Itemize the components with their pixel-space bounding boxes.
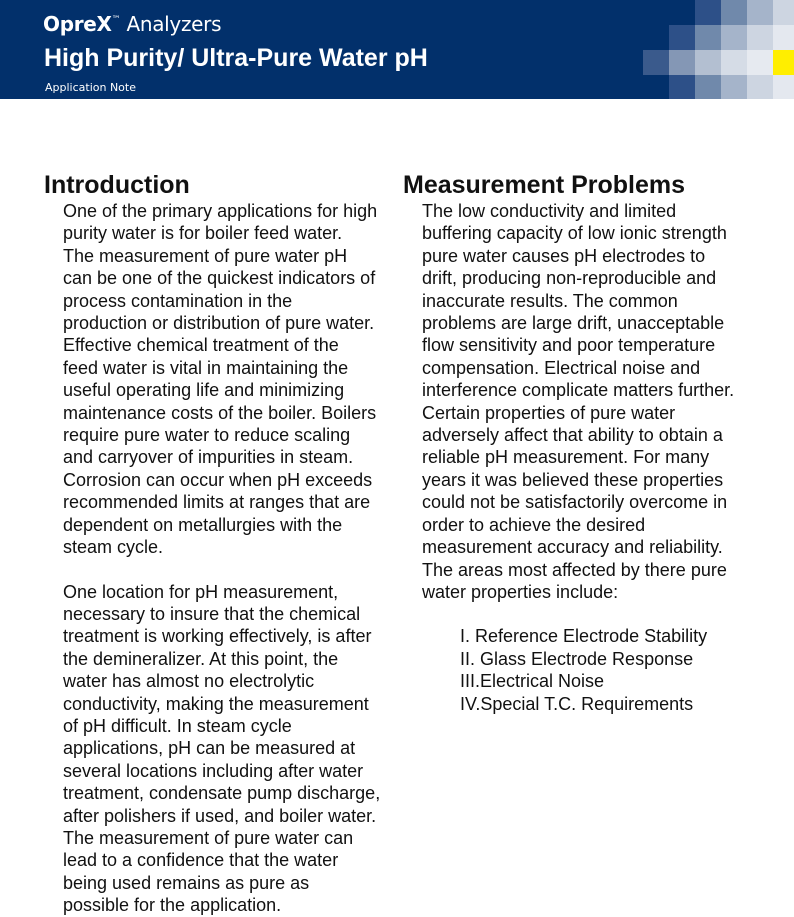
mosaic-tile [695, 0, 721, 25]
list-item: IV.Special T.C. Requirements [460, 693, 694, 714]
mosaic-tile [669, 25, 695, 50]
mosaic-tile [669, 50, 695, 75]
mosaic-tile [669, 75, 695, 99]
mosaic-tile [747, 50, 773, 75]
introduction-paragraph-1: One of the primary applications for high purity water is for boiler feed water. The measurement of pure water pH can be one of the quickest indicators of process contamination in the production or distribution of pure water. Effective chemical treatment of the feed water is vital in maintaining the useful operating life and minimizing maintenance costs of the boiler. Boilers require pure water to reduce scaling and carryover of impurities in steam. Corrosion can occur when pH exceeds recommended limits at ranges that are dependent on metallurgies with the steam cycle. [63, 201, 378, 558]
mosaic-tile [721, 75, 747, 99]
affected-areas-list [422, 625, 794, 715]
mosaic-tile [721, 50, 747, 75]
mosaic-tile [747, 0, 773, 25]
mosaic-tile [721, 25, 747, 50]
mosaic-tile [695, 25, 721, 50]
introduction-heading: Introduction [44, 171, 190, 199]
measurement-problems-section [403, 170, 794, 715]
measurement-problems-paragraph: The low conductivity and limited buffering capacity of low ionic strength pure water causes pH electrodes to drift, producing non-reproducible and inaccurate results. The common problems are large drift, unacceptable flow sensitivity and poor temperature compensation. Electrical noise and interference complicate matters further. Certain properties of pure water adversely affect that ability to obtain a reliable pH measurement. For many years it was believed these properties could not be satisfactorily overcome in order to achieve the desired measurement accuracy and reliability. The areas most affected by there pure water properties include: [422, 201, 735, 602]
mosaic-tile [695, 75, 721, 99]
brand-logo [43, 12, 221, 36]
mosaic-tile [773, 0, 794, 25]
mosaic-tile [747, 25, 773, 50]
mosaic-tile [773, 25, 794, 50]
list-item: III.Electrical Noise [460, 671, 605, 692]
trademark-symbol: ™ [111, 15, 121, 25]
mosaic-tile [773, 75, 794, 99]
brand-name: OpreX [43, 12, 112, 36]
mosaic-accent-tile [773, 50, 794, 75]
document-header [0, 0, 794, 99]
measurement-problems-heading: Measurement Problems [403, 171, 686, 199]
brand-product-line: Analyzers [126, 12, 222, 36]
introduction-section [44, 170, 394, 917]
list-item: I. Reference Electrode Stability [460, 626, 708, 647]
mosaic-tile [747, 75, 773, 99]
document-title: High Purity/ Ultra-Pure Water pH [44, 44, 428, 72]
mosaic-tile [643, 50, 669, 75]
introduction-paragraph-2: One location for pH measurement, necessary to insure that the chemical treatment is working effectively, is after the demineralizer. At this point, the water has almost no electrolytic conductivity, making the measurement of pH difficult. In steam cycle applications, pH can be measured at several locations including after water treatment, condensate pump discharge, after polishers if used, and boiler water. The measurement of pure water can lead to a confidence that the water being used remains as pure as possible for the application. [63, 581, 381, 916]
document-type: Application Note [45, 81, 136, 94]
mosaic-tile [721, 0, 747, 25]
list-item: II. Glass Electrode Response [460, 648, 694, 669]
mosaic-tile [695, 50, 721, 75]
